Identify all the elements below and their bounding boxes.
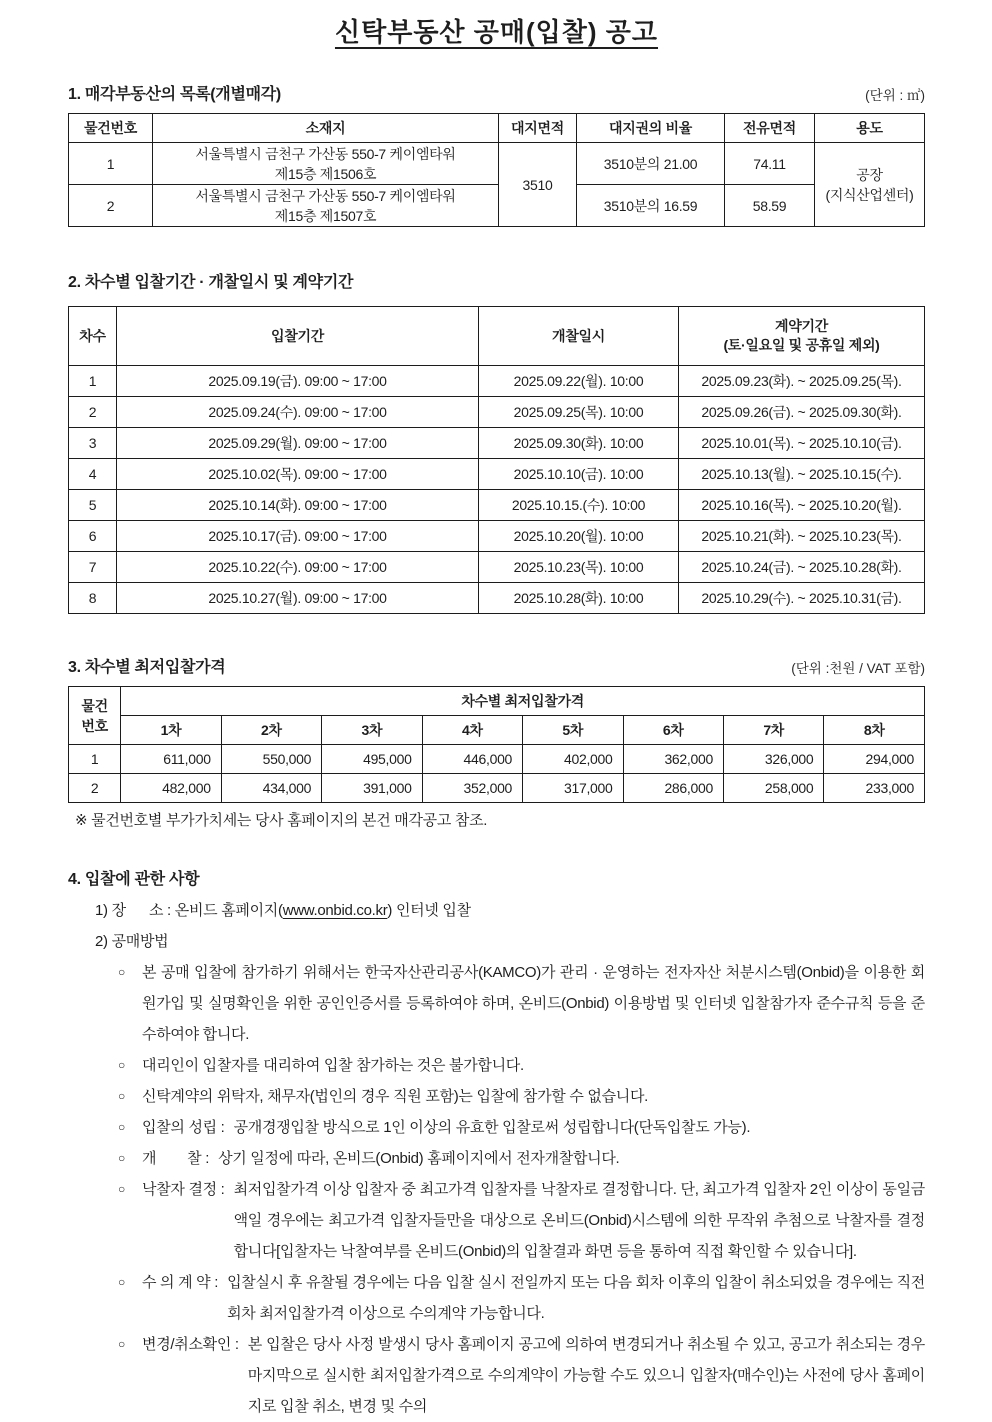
bullet-text: 입찰실시 후 유찰될 경우에는 다음 입찰 실시 전일까지 또는 다음 회차 이후의 입찰이 취소되었을 경우에는 직전회차 최저입찰가격 이상으로 수의계약 가능합니다. xyxy=(227,1274,925,1322)
col-header-round-6: 6차 xyxy=(623,716,723,745)
price-cell: 294,000 xyxy=(824,745,925,774)
price-cell: 550,000 xyxy=(221,745,321,774)
location-cell xyxy=(153,185,499,227)
list-item xyxy=(68,1143,925,1174)
contract-cell: 2025.09.26(금). ~ 2025.09.30(화). xyxy=(679,397,925,428)
usage-cell xyxy=(815,143,925,227)
table-row xyxy=(69,490,925,521)
list-item xyxy=(68,957,925,1050)
price-cell: 233,000 xyxy=(824,774,925,803)
price-cell: 611,000 xyxy=(121,745,221,774)
contract-cell: 2025.10.16(목). ~ 2025.10.20(월). xyxy=(679,490,925,521)
table-row xyxy=(69,428,925,459)
table-row xyxy=(69,745,925,774)
table-row xyxy=(69,521,925,552)
col-header-bid-period: 입찰기간 xyxy=(117,307,479,366)
contract-cell: 2025.10.29(수). ~ 2025.10.31(금). xyxy=(679,583,925,614)
price-cell: 258,000 xyxy=(723,774,823,803)
col-header-contract-period xyxy=(679,307,925,366)
round-cell: 5 xyxy=(69,490,117,521)
bullet-label: 변경/취소확인 : xyxy=(142,1336,239,1353)
bullet-label: 수 의 계 약 : xyxy=(142,1274,219,1291)
col-header-item-no: 물건번호 xyxy=(69,114,153,143)
table-row xyxy=(69,459,925,490)
price-cell: 391,000 xyxy=(322,774,422,803)
opening-cell: 2025.10.10(금). 10:00 xyxy=(479,459,679,490)
exclusive-area-cell: 58.59 xyxy=(725,185,815,227)
price-cell: 482,000 xyxy=(121,774,221,803)
bullet-text: 대리인이 입찰자를 대리하여 입찰 참가하는 것은 불가합니다. xyxy=(142,1057,524,1074)
table-row xyxy=(69,185,925,227)
col-header-land-area: 대지면적 xyxy=(499,114,577,143)
price-cell: 362,000 xyxy=(623,745,723,774)
section4-heading: 4. 입찰에 관한 사항 xyxy=(68,871,200,888)
section4-heading-row xyxy=(68,866,925,889)
bid-period-cell: 2025.10.27(월). 09:00 ~ 17:00 xyxy=(117,583,479,614)
price-cell: 317,000 xyxy=(523,774,623,803)
location-line1: 서울특별시 금천구 가산동 550-7 케이엠타워 xyxy=(195,187,456,204)
round-cell: 2 xyxy=(69,397,117,428)
list-item xyxy=(68,1112,925,1143)
price-cell: 495,000 xyxy=(322,745,422,774)
opening-cell: 2025.10.28(화). 10:00 xyxy=(479,583,679,614)
list-item xyxy=(68,1050,925,1081)
location-cell xyxy=(153,143,499,185)
col-header-land-ratio: 대지권의 비율 xyxy=(577,114,725,143)
col-header-opening-datetime: 개찰일시 xyxy=(479,307,679,366)
round-cell: 7 xyxy=(69,552,117,583)
bid-period-cell: 2025.10.17(금). 09:00 ~ 17:00 xyxy=(117,521,479,552)
circle-bullet-icon: ○ xyxy=(118,965,125,979)
price-cell: 402,000 xyxy=(523,745,623,774)
location-line1: 서울특별시 금천구 가산동 550-7 케이엠타워 xyxy=(195,145,456,162)
col-header-item-no xyxy=(69,687,121,745)
circle-bullet-icon: ○ xyxy=(118,1058,125,1072)
table-row xyxy=(69,397,925,428)
contract-cell: 2025.09.23(화). ~ 2025.09.25(목). xyxy=(679,366,925,397)
item-no-line2: 번호 xyxy=(81,717,108,734)
round-cell: 6 xyxy=(69,521,117,552)
opening-cell: 2025.10.20(월). 10:00 xyxy=(479,521,679,552)
col-header-round-8: 8차 xyxy=(824,716,925,745)
circle-bullet-icon: ○ xyxy=(118,1182,125,1196)
location-line2: 제15층 제1506호 xyxy=(274,165,377,182)
col-header-round: 차수 xyxy=(69,307,117,366)
contract-period-line1: 계약기간 xyxy=(775,318,828,334)
land-ratio-cell: 3510분의 21.00 xyxy=(577,143,725,185)
col-header-exclusive-area: 전유면적 xyxy=(725,114,815,143)
item-no-cell: 1 xyxy=(69,745,121,774)
bid-period-cell: 2025.10.22(수). 09:00 ~ 17:00 xyxy=(117,552,479,583)
bullet-label: 개 찰 : xyxy=(142,1150,210,1167)
price-table-sub-header-row xyxy=(69,716,925,745)
bid-period-cell: 2025.09.19(금). 09:00 ~ 17:00 xyxy=(117,366,479,397)
usage-line1: 공장 xyxy=(856,166,883,183)
col-header-location: 소재지 xyxy=(153,114,499,143)
bullet-label: 입찰의 성립 : xyxy=(142,1119,225,1136)
bid-period-cell: 2025.09.24(수). 09:00 ~ 17:00 xyxy=(117,397,479,428)
section1-heading-row xyxy=(68,81,925,104)
onbid-url-link[interactable]: www.onbid.co.kr xyxy=(282,902,388,919)
col-header-round-7: 7차 xyxy=(723,716,823,745)
section3-heading: 3. 차수별 최저입찰가격 xyxy=(68,659,226,676)
section3-heading-row xyxy=(68,654,925,677)
col-header-round-2: 2차 xyxy=(221,716,321,745)
table-row xyxy=(69,143,925,185)
property-table-header-row xyxy=(69,114,925,143)
col-header-round-3: 3차 xyxy=(322,716,422,745)
bullet-text: 신탁계약의 위탁자, 채무자(법인의 경우 직원 포함)는 입찰에 참가할 수 없습니다. xyxy=(142,1088,649,1105)
section1-heading: 1. 매각부동산의 목록(개별매각) xyxy=(68,86,281,103)
exclusive-area-cell: 74.11 xyxy=(725,143,815,185)
location-line2: 제15층 제1507호 xyxy=(274,207,377,224)
group-header-min-bid-price: 차수별 최저입찰가격 xyxy=(121,687,925,716)
table-row xyxy=(69,583,925,614)
section4-body xyxy=(68,895,925,1422)
section2-heading-row xyxy=(68,269,925,292)
opening-cell: 2025.09.22(월). 10:00 xyxy=(479,366,679,397)
price-table-group-header-row xyxy=(69,687,925,716)
col-header-round-4: 4차 xyxy=(422,716,522,745)
list-item xyxy=(68,1081,925,1112)
section3-unit-label: (단위 :천원 / VAT 포함) xyxy=(791,661,925,676)
section2-heading: 2. 차수별 입찰기간 · 개찰일시 및 계약기간 xyxy=(68,274,354,291)
col-header-round-5: 5차 xyxy=(523,716,623,745)
item-no-line1: 물건 xyxy=(81,697,108,714)
round-cell: 8 xyxy=(69,583,117,614)
contract-cell: 2025.10.21(화). ~ 2025.10.23(목). xyxy=(679,521,925,552)
bullet-text: 공개경쟁입찰 방식으로 1인 이상의 유효한 입찰로써 성립합니다(단독입찰도 가능). xyxy=(233,1119,751,1136)
bid-period-cell: 2025.10.14(화). 09:00 ~ 17:00 xyxy=(117,490,479,521)
contract-cell: 2025.10.01(목). ~ 2025.10.10(금). xyxy=(679,428,925,459)
col-header-round-1: 1차 xyxy=(121,716,221,745)
bullet-text: 본 입찰은 당사 사정 발생시 당사 홈페이지 공고에 의하여 변경되거나 취소될 수 있고, 공고가 취소되는 경우 마지막으로 실시한 최저입찰가격으로 수의계약이 가능할 수도 있으니 입찰자(매수인)는 사전에 당사 홈페이지로 입찰 취소, 변경 및 수의 xyxy=(247,1336,925,1415)
price-cell: 326,000 xyxy=(723,745,823,774)
land-ratio-cell: 3510분의 16.59 xyxy=(577,185,725,227)
price-cell: 352,000 xyxy=(422,774,522,803)
bullet-text: 본 공매 입찰에 참가하기 위해서는 한국자산관리공사(KAMCO)가 관리 · 운영하는 전자자산 처분시스템(Onbid)을 이용한 회원가입 및 실명확인을 위한 공인인증서를 등록하여야 하며, 온비드(Onbid) 이용방법 및 인터넷 입찰참가자 준수규칙 등을 준수하여야 합니다. xyxy=(142,964,925,1043)
item-no-cell: 2 xyxy=(69,185,153,227)
page-title xyxy=(68,12,925,49)
list-item xyxy=(68,1174,925,1267)
section1-unit-label: (단위 : ㎡) xyxy=(865,88,925,103)
sale-method-line: 2) 공매방법 xyxy=(95,933,169,950)
circle-bullet-icon: ○ xyxy=(118,1275,125,1289)
contract-period-line2: (토·일요일 및 공휴일 제외) xyxy=(723,337,880,353)
table-row xyxy=(69,366,925,397)
list-item xyxy=(68,1267,925,1329)
round-cell: 3 xyxy=(69,428,117,459)
bid-period-cell: 2025.09.29(월). 09:00 ~ 17:00 xyxy=(117,428,479,459)
opening-cell: 2025.09.25(목). 10:00 xyxy=(479,397,679,428)
bid-place-suffix: ) 인터넷 입찰 xyxy=(387,902,471,919)
property-table xyxy=(68,113,925,227)
item-no-cell: 2 xyxy=(69,774,121,803)
round-cell: 4 xyxy=(69,459,117,490)
col-header-usage: 용도 xyxy=(815,114,925,143)
bid-period-cell: 2025.10.02(목). 09:00 ~ 17:00 xyxy=(117,459,479,490)
table-row xyxy=(69,774,925,803)
price-cell: 446,000 xyxy=(422,745,522,774)
circle-bullet-icon: ○ xyxy=(118,1337,125,1351)
schedule-table xyxy=(68,306,925,614)
round-cell: 1 xyxy=(69,366,117,397)
usage-line2: (지식산업센터) xyxy=(825,186,914,203)
page-title-text: 신탁부동산 공매(입찰) 공고 xyxy=(334,17,659,47)
list-item xyxy=(68,1329,925,1422)
circle-bullet-icon: ○ xyxy=(118,1089,125,1103)
bullet-text: 최저입찰가격 이상 입찰자 중 최고가격 입찰자를 낙찰자로 결정합니다. 단, 최고가격 입찰자 2인 이상이 동일금액일 경우에는 최고가격 입찰자들만을 대상으로 온비드(Onbid)시스템에 의한 무작위 추첨으로 낙찰자를 결정합니다[입찰자는 낙찰여부를 온비드(Onbid)의 입찰결과 화면 등을 통하여 직접 확인할 수 있습니다]. xyxy=(233,1181,925,1260)
price-cell: 434,000 xyxy=(221,774,321,803)
vat-note: ※ 물건번호별 부가가치세는 당사 홈페이지의 본건 매각공고 참조. xyxy=(75,812,488,829)
contract-cell: 2025.10.24(금). ~ 2025.10.28(화). xyxy=(679,552,925,583)
bid-place-line xyxy=(68,895,925,926)
table-row xyxy=(69,552,925,583)
bid-place-prefix: 1) 장 소 : 온비드 홈페이지( xyxy=(95,902,283,919)
opening-cell: 2025.10.23(목). 10:00 xyxy=(479,552,679,583)
price-table xyxy=(68,686,925,803)
opening-cell: 2025.09.30(화). 10:00 xyxy=(479,428,679,459)
schedule-table-header-row xyxy=(69,307,925,366)
price-cell: 286,000 xyxy=(623,774,723,803)
land-area-cell: 3510 xyxy=(499,143,577,227)
contract-cell: 2025.10.13(월). ~ 2025.10.15(수). xyxy=(679,459,925,490)
circle-bullet-icon: ○ xyxy=(118,1151,125,1165)
circle-bullet-icon: ○ xyxy=(118,1120,125,1134)
bullet-label: 낙찰자 결정 : xyxy=(142,1181,225,1198)
item-no-cell: 1 xyxy=(69,143,153,185)
bullet-text: 상기 일정에 따라, 온비드(Onbid) 홈페이지에서 전자개찰합니다. xyxy=(218,1150,620,1167)
opening-cell: 2025.10.15.(수). 10:00 xyxy=(479,490,679,521)
